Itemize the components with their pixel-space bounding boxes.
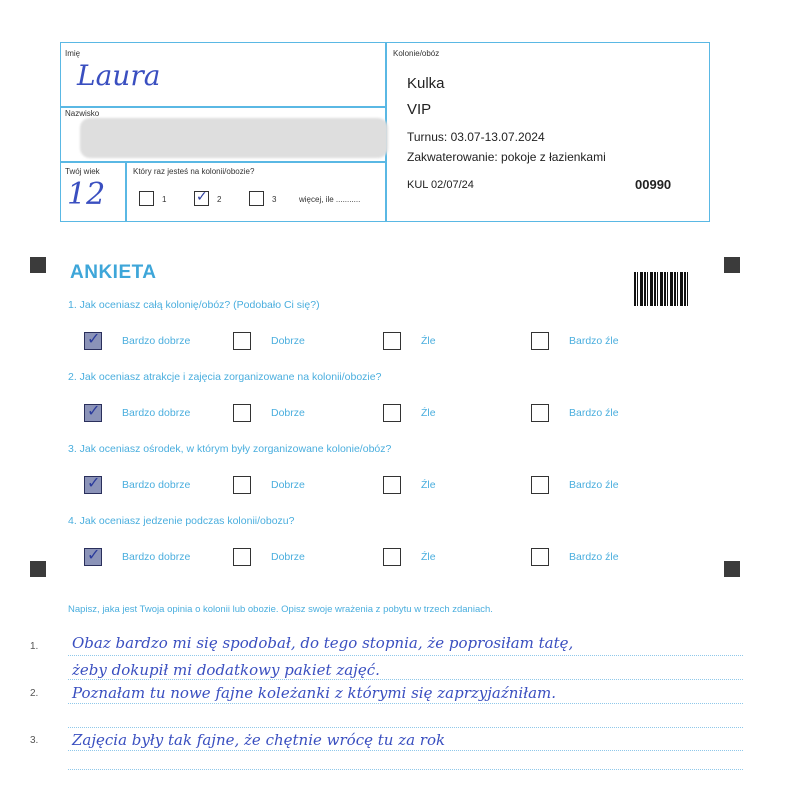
wiecej-label: więcej, ile ........... — [299, 195, 361, 204]
question-4-checkbox-4[interactable] — [531, 548, 549, 566]
question-4-checkbox-2[interactable] — [233, 548, 251, 566]
barcode-icon — [634, 272, 688, 306]
question-1-option-1-label: Bardzo dobrze — [122, 335, 191, 347]
question-1-option-2-label: Dobrze — [271, 335, 305, 347]
question-4-option-4-label: Bardzo źle — [569, 551, 619, 563]
registration-marker-br — [724, 561, 740, 577]
question-3-checkbox-2[interactable] — [233, 476, 251, 494]
ktory-raz-option-2: 2 — [217, 195, 222, 204]
answer-line-2 — [68, 703, 743, 704]
imie-value[interactable]: Laura — [77, 59, 161, 92]
answer-line-1 — [68, 655, 743, 656]
question-3-option-3-label: Źle — [421, 479, 436, 491]
question-3-checkbox-3[interactable] — [383, 476, 401, 494]
question-1-option-4-label: Bardzo źle — [569, 335, 619, 347]
kolonia-name: Kulka — [407, 75, 445, 92]
line-number-1: 1. — [30, 641, 39, 652]
nazwisko-label: Nazwisko — [65, 109, 100, 118]
registration-marker-tr — [724, 257, 740, 273]
question-2-checkbox-1[interactable] — [84, 404, 102, 422]
question-3-checkbox-4[interactable] — [531, 476, 549, 494]
ktory-raz-checkbox-2[interactable] — [194, 191, 209, 206]
ktory-raz-label: Który raz jesteś na kolonii/obozie? — [133, 167, 255, 176]
turnus: Turnus: 03.07-13.07.2024 — [407, 130, 545, 144]
answer-line-3 — [68, 750, 743, 751]
answer-text-1[interactable]: Obaz bardzo mi się spodobał, do tego stopnia, że poprosiłam tatę, — [72, 634, 574, 652]
opinion-prompt: Napisz, jaka jest Twoja opinia o kolonii lub obozie. Opisz swoje wrażenia z pobytu w trzech zdaniach. — [68, 604, 493, 615]
question-2-option-3-label: Źle — [421, 407, 436, 419]
redacted-surname — [80, 118, 388, 158]
question-2-option-4-label: Bardzo źle — [569, 407, 619, 419]
answer-text-2[interactable]: Poznałam tu nowe fajne koleżanki z którymi się zaprzyjaźniłam. — [72, 684, 556, 702]
question-3-checkbox-1[interactable] — [84, 476, 102, 494]
question-1-text: 1. Jak oceniasz całą kolonię/obóz? (Podobało Ci się?) — [68, 299, 320, 311]
wiek-value[interactable]: 12 — [67, 177, 106, 212]
question-3-option-1-label: Bardzo dobrze — [122, 479, 191, 491]
question-4-option-1-label: Bardzo dobrze — [122, 551, 191, 563]
ktory-raz-option-3: 3 — [272, 195, 277, 204]
question-2-checkbox-2[interactable] — [233, 404, 251, 422]
question-4-option-2-label: Dobrze — [271, 551, 305, 563]
line-number-2: 2. — [30, 688, 39, 699]
form-code: KUL 02/07/24 — [407, 179, 474, 191]
question-4-option-3-label: Źle — [421, 551, 436, 563]
question-1-checkbox-4[interactable] — [531, 332, 549, 350]
question-1-checkbox-2[interactable] — [233, 332, 251, 350]
answer-line-1b — [68, 679, 743, 680]
question-4-checkbox-1[interactable] — [84, 548, 102, 566]
question-2-checkbox-4[interactable] — [531, 404, 549, 422]
question-4-text: 4. Jak oceniasz jedzenie podczas kolonii/obozu? — [68, 515, 295, 527]
question-3-option-4-label: Bardzo źle — [569, 479, 619, 491]
registration-marker-tl — [30, 257, 46, 273]
wiek-label: Twój wiek — [65, 167, 100, 176]
answer-line-3b — [68, 769, 743, 770]
header-divider-1 — [61, 106, 385, 108]
kolonie-label: Kolonie/obóz — [393, 49, 440, 58]
header-divider-age — [125, 161, 127, 221]
question-3-option-2-label: Dobrze — [271, 479, 305, 491]
kolonia-type: VIP — [407, 101, 432, 118]
question-2-option-2-label: Dobrze — [271, 407, 305, 419]
ktory-raz-option-1: 1 — [162, 195, 167, 204]
question-2-option-1-label: Bardzo dobrze — [122, 407, 191, 419]
answer-text-3[interactable]: Zajęcia były tak fajne, że chętnie wrócę tu za rok — [72, 731, 446, 749]
question-2-text: 2. Jak oceniasz atrakcje i zajęcia zorganizowane na kolonii/obozie? — [68, 371, 382, 383]
ankieta-title: ANKIETA — [70, 262, 157, 283]
ktory-raz-checkbox-3[interactable] — [249, 191, 264, 206]
ktory-raz-checkbox-1[interactable] — [139, 191, 154, 206]
header-divider-2 — [61, 161, 385, 163]
question-1-checkbox-3[interactable] — [383, 332, 401, 350]
question-3-text: 3. Jak oceniasz ośrodek, w którym były zorganizowane kolonie/obóz? — [68, 443, 392, 455]
answer-text-1-cont[interactable]: żeby dokupił mi dodatkowy pakiet zajęć. — [72, 661, 380, 679]
answer-line-2b — [68, 727, 743, 728]
imie-label: Imię — [65, 49, 81, 58]
line-number-3: 3. — [30, 735, 39, 746]
zakwaterowanie: Zakwaterowanie: pokoje z łazienkami — [407, 150, 606, 164]
form-number: 00990 — [635, 177, 672, 192]
question-1-checkbox-1[interactable] — [84, 332, 102, 350]
question-2-checkbox-3[interactable] — [383, 404, 401, 422]
question-4-checkbox-3[interactable] — [383, 548, 401, 566]
question-1-option-3-label: Źle — [421, 335, 436, 347]
registration-marker-bl — [30, 561, 46, 577]
